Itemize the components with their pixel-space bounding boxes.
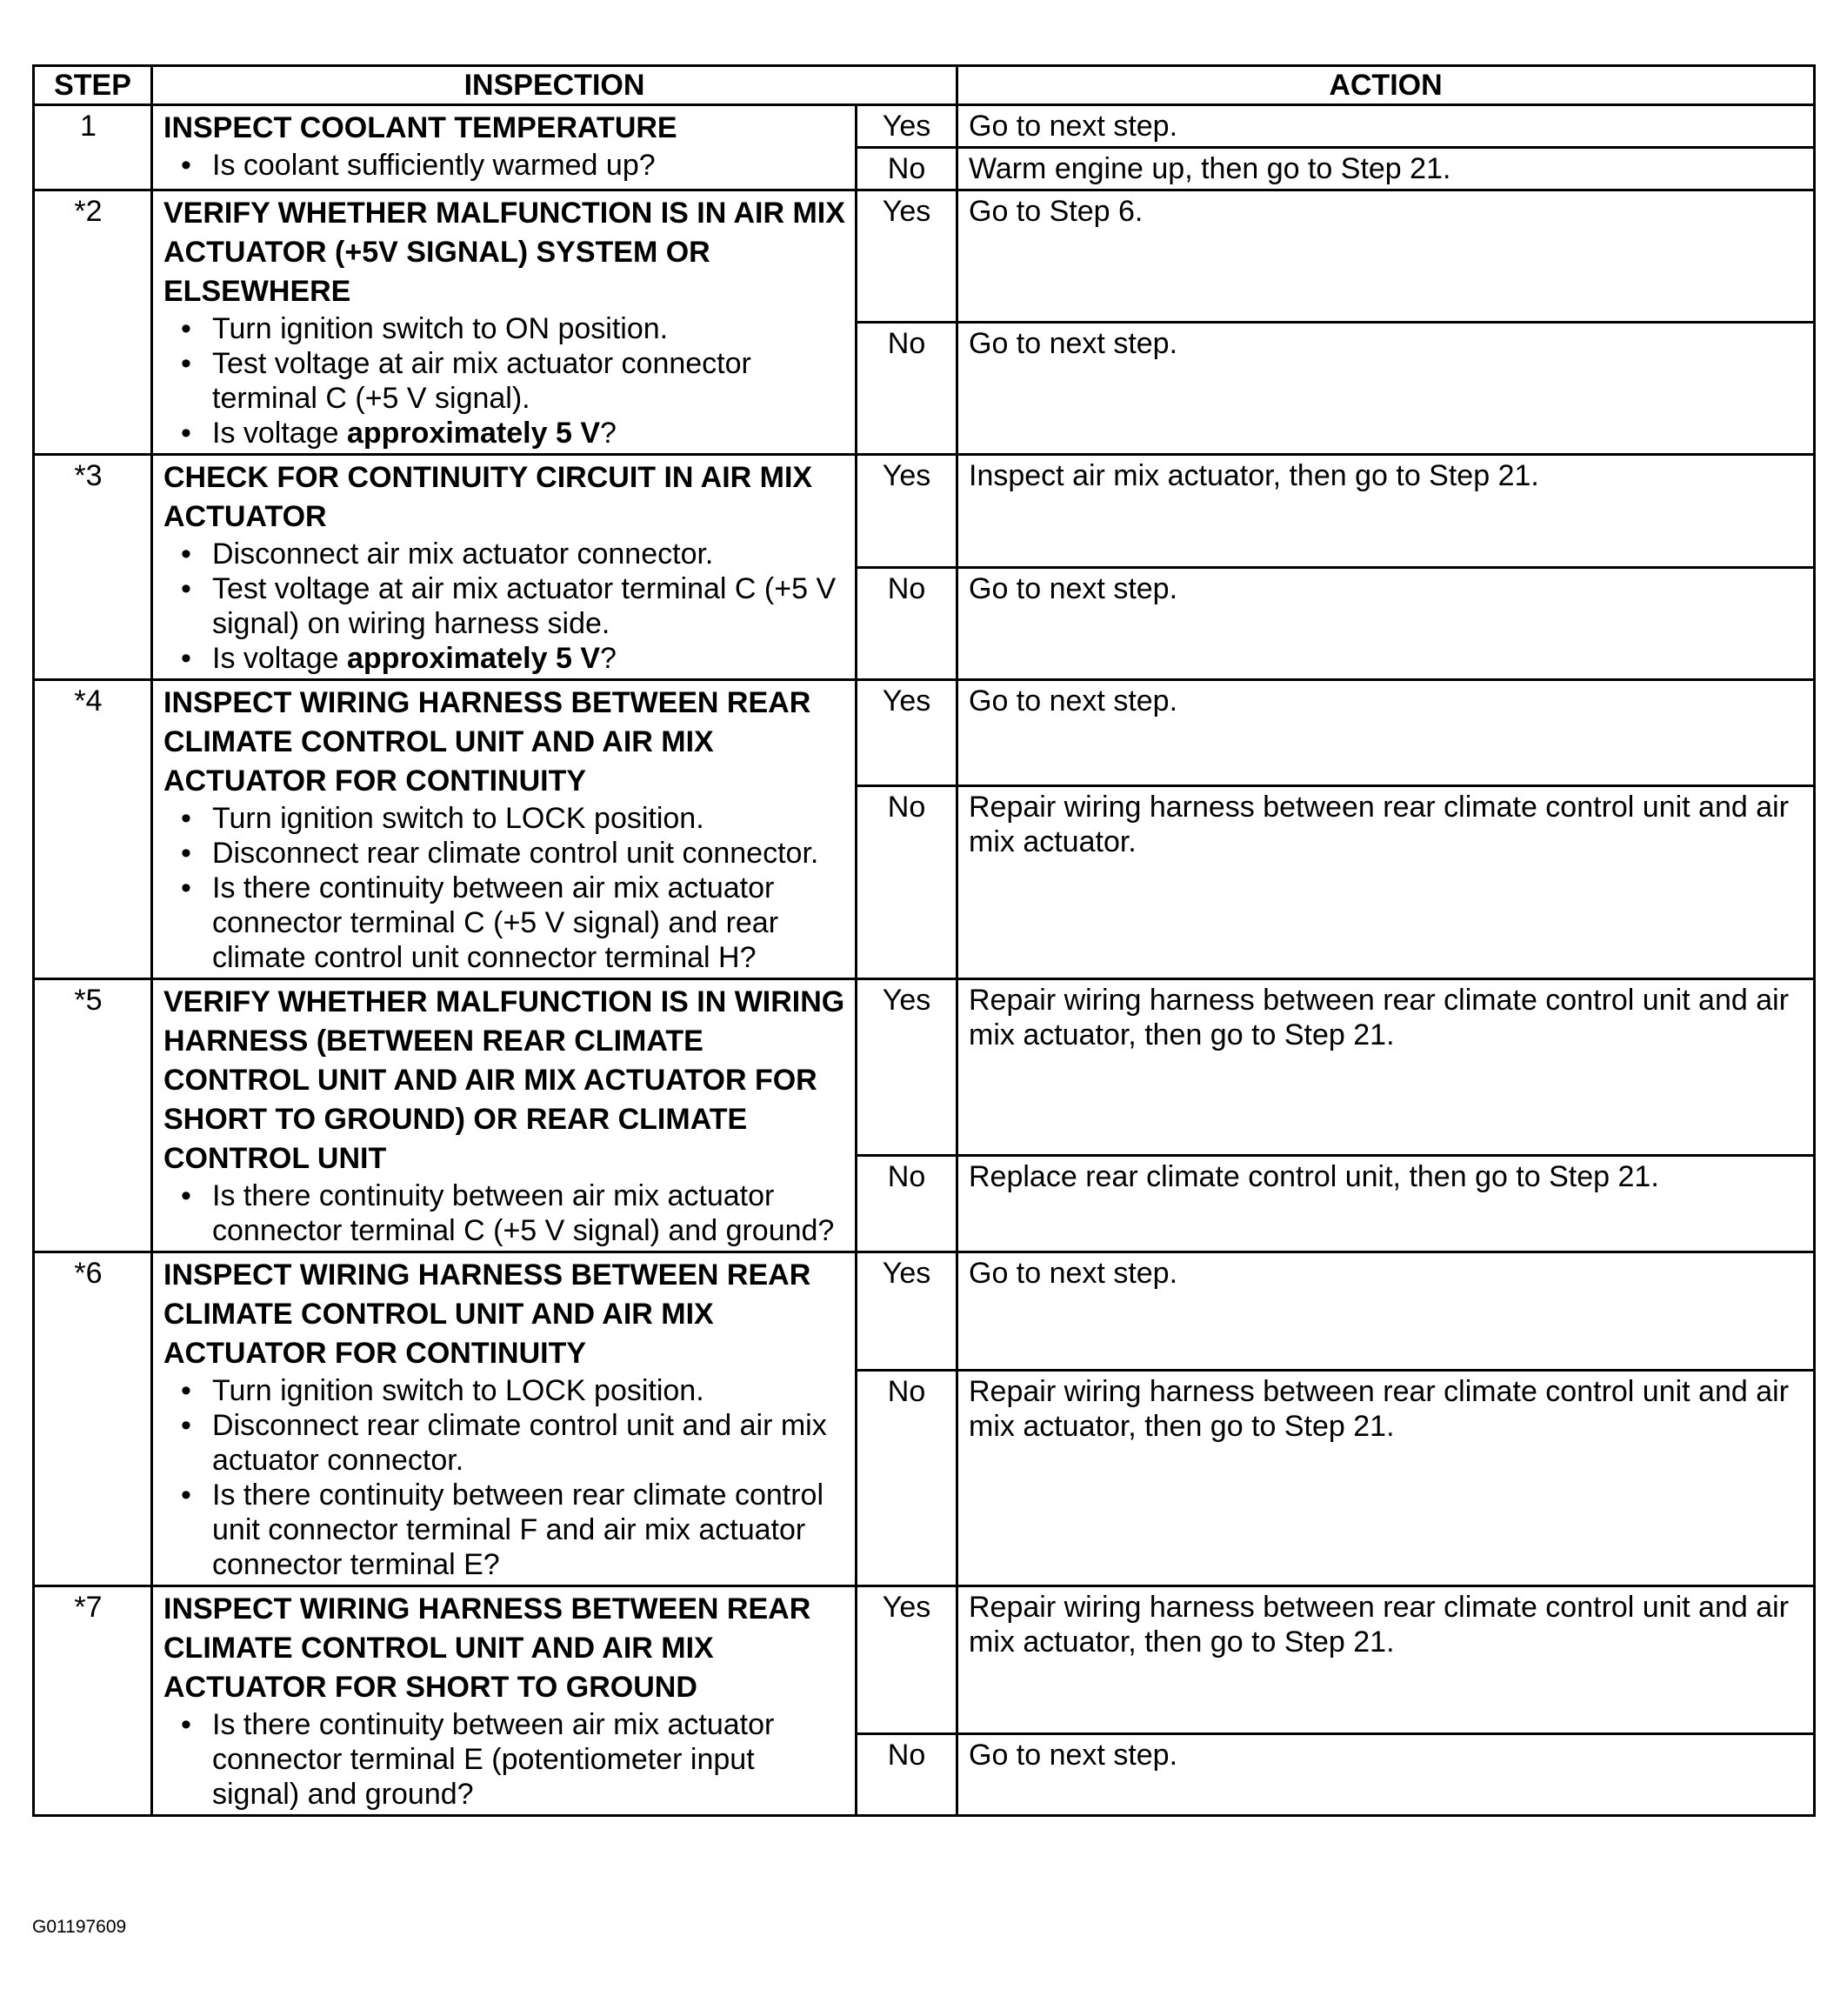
no-label: No [857, 567, 957, 680]
step-number: *2 [34, 190, 152, 455]
bullet-icon: • [181, 1479, 191, 1512]
step-number: *4 [34, 680, 152, 979]
yes-action: Repair wiring harness between rear climate control unit and air mix actuator, then go to Step 21. [957, 979, 1815, 1156]
inspection-cell [152, 979, 857, 1252]
inspection-bullet [163, 1178, 846, 1248]
bullet-text: Is voltage [212, 417, 347, 450]
inspection-title: VERIFY WHETHER MALFUNCTION IS IN WIRING HARNESS (BETWEEN REAR CLIMATE CONTROL UNIT AND AIR MIX ACTUATOR FOR SHORT TO GROUND) OR REAR CLIMATE CONTROL UNIT [163, 985, 845, 1175]
bullet-text: Test voltage at air mix actuator terminal C (+5 V signal) on wiring harness side. [212, 572, 837, 640]
inspection-title: INSPECT WIRING HARNESS BETWEEN REAR CLIMATE CONTROL UNIT AND AIR MIX ACTUATOR FOR SHORT TO GROUND [163, 1592, 811, 1704]
inspection-bullet-list [163, 311, 846, 451]
bullet-icon: • [181, 537, 191, 571]
step-row-yes [34, 190, 1815, 323]
step-number: *3 [34, 455, 152, 680]
inspection-bullet [163, 1408, 846, 1478]
bullet-text: Turn ignition switch to ON position. [212, 312, 669, 345]
no-label: No [857, 323, 957, 455]
yes-action: Go to next step. [957, 680, 1815, 786]
step-row-yes [34, 105, 1815, 148]
diagnostic-procedure-table [32, 64, 1816, 1817]
inspection-bullet-list [163, 1178, 846, 1248]
inspection-title: CHECK FOR CONTINUITY CIRCUIT IN AIR MIX ACTUATOR [163, 461, 813, 533]
inspection-bullet [163, 346, 846, 416]
inspection-bullet [163, 311, 846, 346]
bullet-text: Test voltage at air mix actuator connector terminal C (+5 V signal). [212, 347, 751, 415]
yes-label: Yes [857, 455, 957, 568]
bullet-icon: • [181, 312, 191, 345]
no-action: Repair wiring harness between rear climate control unit and air mix actuator. [957, 786, 1815, 979]
header-step: STEP [34, 66, 152, 105]
bullet-icon: • [181, 572, 191, 605]
inspection-bullet [163, 148, 846, 183]
bullet-icon: • [181, 1179, 191, 1212]
step-row-yes [34, 680, 1815, 786]
inspection-bullet [163, 571, 846, 641]
inspection-title: INSPECT WIRING HARNESS BETWEEN REAR CLIMATE CONTROL UNIT AND AIR MIX ACTUATOR FOR CONTINUITY [163, 686, 811, 798]
bullet-text: Turn ignition switch to LOCK position. [212, 1374, 704, 1407]
bullet-icon: • [181, 417, 191, 450]
no-action: Go to next step. [957, 1734, 1815, 1816]
yes-action: Go to Step 6. [957, 190, 1815, 323]
inspection-cell [152, 105, 857, 190]
bullet-text: Is voltage [212, 642, 347, 675]
step-row-yes [34, 455, 1815, 568]
header-action: ACTION [957, 66, 1815, 105]
inspection-bullet-list [163, 1707, 846, 1812]
figure-code: G01197609 [32, 1917, 127, 1937]
inspection-bullet [163, 641, 846, 676]
inspection-cell [152, 455, 857, 680]
bullet-emphasis: approximately 5 V [346, 642, 600, 675]
bullet-icon: • [181, 871, 191, 905]
bullet-text: Is coolant sufficiently warmed up? [212, 149, 656, 182]
step-number: *5 [34, 979, 152, 1252]
bullet-suffix: ? [600, 417, 617, 450]
bullet-suffix: ? [600, 642, 617, 675]
no-action: Go to next step. [957, 567, 1815, 680]
inspection-bullet-list [163, 537, 846, 676]
inspection-title: INSPECT COOLANT TEMPERATURE [163, 111, 677, 144]
bullet-emphasis: approximately 5 V [346, 417, 600, 450]
yes-label: Yes [857, 1586, 957, 1734]
inspection-cell [152, 190, 857, 455]
yes-label: Yes [857, 979, 957, 1156]
inspection-bullet-list [163, 801, 846, 975]
table-body [34, 105, 1815, 1816]
inspection-bullet [163, 1373, 846, 1408]
yes-action: Repair wiring harness between rear climate control unit and air mix actuator, then go to Step 21. [957, 1586, 1815, 1734]
inspection-bullet [163, 801, 846, 836]
yes-label: Yes [857, 105, 957, 148]
bullet-icon: • [181, 149, 191, 182]
no-action: Warm engine up, then go to Step 21. [957, 148, 1815, 190]
inspection-bullet [163, 1707, 846, 1812]
step-row-yes [34, 979, 1815, 1156]
no-action: Repair wiring harness between rear climate control unit and air mix actuator, then go to Step 21. [957, 1371, 1815, 1586]
bullet-text: Turn ignition switch to LOCK position. [212, 802, 704, 835]
no-label: No [857, 1734, 957, 1816]
bullet-text: Disconnect air mix actuator connector. [212, 537, 714, 571]
bullet-text: Is there continuity between air mix actuator connector terminal C (+5 V signal) and ground? [212, 1179, 835, 1247]
no-label: No [857, 148, 957, 190]
no-action: Replace rear climate control unit, then go to Step 21. [957, 1155, 1815, 1252]
bullet-text: Disconnect rear climate control unit connector. [212, 837, 819, 870]
step-number: *6 [34, 1252, 152, 1586]
table-header [34, 66, 1815, 105]
bullet-icon: • [181, 837, 191, 870]
inspection-cell [152, 1252, 857, 1586]
inspection-cell [152, 680, 857, 979]
yes-action: Go to next step. [957, 1252, 1815, 1371]
bullet-icon: • [181, 1409, 191, 1442]
yes-label: Yes [857, 680, 957, 786]
inspection-title: INSPECT WIRING HARNESS BETWEEN REAR CLIMATE CONTROL UNIT AND AIR MIX ACTUATOR FOR CONTINUITY [163, 1258, 811, 1370]
step-number: 1 [34, 105, 152, 190]
inspection-title: VERIFY WHETHER MALFUNCTION IS IN AIR MIX ACTUATOR (+5V SIGNAL) SYSTEM OR ELSEWHERE [163, 197, 845, 308]
header-row [34, 66, 1815, 105]
inspection-bullet [163, 836, 846, 871]
no-label: No [857, 786, 957, 979]
bullet-icon: • [181, 347, 191, 380]
no-label: No [857, 1155, 957, 1252]
yes-label: Yes [857, 190, 957, 323]
header-inspection: INSPECTION [152, 66, 957, 105]
inspection-bullet-list [163, 148, 846, 183]
bullet-icon: • [181, 1374, 191, 1407]
bullet-icon: • [181, 642, 191, 675]
bullet-text: Is there continuity between air mix actuator connector terminal E (potentiometer input signal) and ground? [212, 1708, 775, 1811]
no-action: Go to next step. [957, 323, 1815, 455]
inspection-bullet [163, 537, 846, 571]
no-label: No [857, 1371, 957, 1586]
bullet-icon: • [181, 802, 191, 835]
yes-action: Go to next step. [957, 105, 1815, 148]
yes-action: Inspect air mix actuator, then go to Step 21. [957, 455, 1815, 568]
inspection-bullet [163, 871, 846, 975]
bullet-text: Disconnect rear climate control unit and air mix actuator connector. [212, 1409, 827, 1477]
inspection-bullet [163, 416, 846, 451]
step-row-yes [34, 1586, 1815, 1734]
yes-label: Yes [857, 1252, 957, 1371]
step-row-yes [34, 1252, 1815, 1371]
inspection-bullet [163, 1478, 846, 1582]
inspection-bullet-list [163, 1373, 846, 1582]
step-number: *7 [34, 1586, 152, 1816]
bullet-text: Is there continuity between air mix actuator connector terminal C (+5 V signal) and rear climate control unit connector terminal H? [212, 871, 779, 974]
bullet-icon: • [181, 1708, 191, 1741]
inspection-cell [152, 1586, 857, 1816]
bullet-text: Is there continuity between rear climate control unit connector terminal F and air mix actuator connector terminal E? [212, 1479, 824, 1581]
